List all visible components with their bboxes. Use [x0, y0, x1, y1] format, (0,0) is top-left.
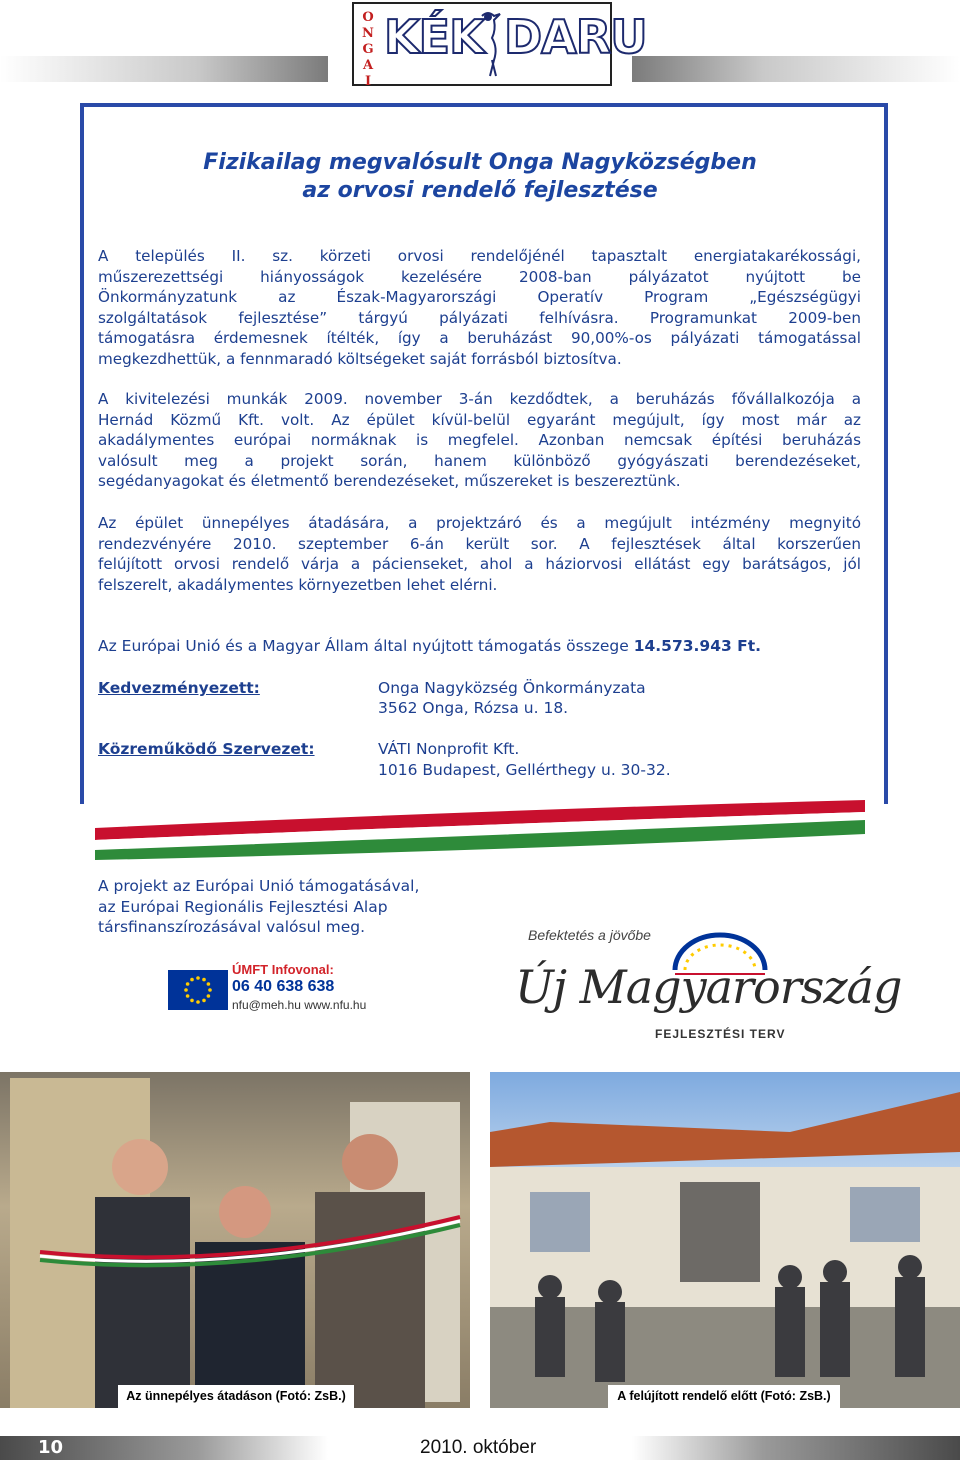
support-amount-line — [98, 637, 761, 655]
photo-renovated-clinic — [490, 1072, 960, 1408]
footer-bar-right — [632, 1436, 960, 1460]
umt-slogan: Befektetés a jövőbe — [528, 927, 651, 943]
paragraph-line: Önkormányzatunk az Észak-Magyarországi Operatív Program „Egészségügyi — [98, 288, 861, 307]
beneficiary-name: Onga Nagyközség Önkormányzata — [378, 679, 646, 697]
beneficiary-address: 3562 Onga, Rózsa u. 18. — [378, 699, 569, 717]
paragraph-3 — [98, 513, 861, 595]
paragraph-line: szolgáltatások fejlesztése” tárgyú pályázati felhívásra. Programunkat 2009-ben — [98, 308, 861, 327]
support-amount: 14.573.943 Ft. — [633, 637, 762, 655]
paragraph-line: valósult meg a projekt során, hanem különböző gyógyászati berendezéseket, — [98, 451, 861, 470]
article-title-line1: Fizikailag megvalósult Onga Nagyközségben — [203, 150, 757, 175]
funding-line-3: társfinanszírozásával valósul meg. — [98, 918, 366, 936]
umft-web: nfu@meh.hu www.nfu.hu — [232, 998, 367, 1012]
crane-bird-icon — [474, 8, 504, 78]
paragraph-line: rendezvényére 2010. szeptember 6-án került sor. A fejlesztések által korszerűen — [98, 534, 861, 553]
photo-ribbon-cutting — [0, 1072, 470, 1408]
paragraph-line: felújított orvosi rendelő várja a pácienseket, ahol a háziorvosi ellátást egy barátságos, jól — [98, 555, 861, 574]
header-bar-right — [632, 56, 960, 82]
funding-line-2: az Európai Regionális Fejlesztési Alap — [98, 898, 388, 916]
logo-daru-text: DARU — [504, 10, 647, 64]
paragraph-line: A település II. sz. körzeti orvosi rendelőjénél tapasztalt energiatakarékossági, — [98, 247, 861, 265]
paragraph-line: támogatásra érdemesnek ítélték, így a beruházást 90,00%-os pályázati támogatással — [98, 329, 861, 348]
funding-line-1: A projekt az Európai Unió támogatásával, — [98, 877, 420, 895]
logo-kek-text: KÉK — [384, 10, 484, 64]
umt-subtitle: FEJLESZTÉSI TERV — [655, 1027, 786, 1041]
paragraph-line: Hernád Közmű Kft. volt. Az épület kívül-belül egyaránt megújult, így most már az — [98, 410, 861, 429]
support-text: Az Európai Unió és a Magyar Állam által nyújtott támogatás összege — [98, 637, 634, 655]
paragraph-line: megkezdhettük, a fennmaradó költségeket saját forrásból biztosítva. — [98, 349, 622, 368]
intermediary-address: 1016 Budapest, Gellérthegy u. 30-32. — [378, 761, 671, 779]
umft-infovonal-title: ÚMFT Infovonal: — [232, 962, 334, 977]
logo-onga-letters: O N G A I — [362, 10, 374, 89]
photo-caption-left: Az ünnepélyes átadáson (Fotó: ZsB.) — [118, 1385, 354, 1408]
page-number: 10 — [38, 1437, 64, 1458]
intermediary-name: VÁTI Nonprofit Kft. — [378, 740, 520, 758]
beneficiary-label: Kedvezményezett: — [98, 679, 260, 697]
hungarian-flag-stripe — [95, 800, 865, 860]
eu-flag-icon — [168, 970, 228, 1010]
umt-title: Új Magyarország — [515, 960, 902, 1014]
paragraph-2 — [98, 389, 861, 492]
paragraph-line: Az épület ünnepélyes átadására, a projektzáró és a megújult intézmény megnyitó — [98, 514, 861, 532]
paragraph-line: segédanyagokat és életmentő berendezéseket, műszereket is beszereztünk. — [98, 472, 681, 491]
paragraph-line: felszerelt, akadálymentes környezetben lehet elérni. — [98, 575, 498, 594]
issue-date: 2010. október — [420, 1437, 537, 1458]
paragraph-1 — [98, 246, 861, 370]
paragraph-line: akadálymentes európai normáknak is megfelel. Azonban nemcsak építési beruházás — [98, 431, 861, 450]
article-title-line2: az orvosi rendelő fejlesztése — [302, 178, 658, 203]
kek-daru-logo — [352, 2, 647, 89]
photo-caption-right: A felújított rendelő előtt (Fotó: ZsB.) — [608, 1385, 840, 1408]
intermediary-label: Közreműködő Szervezet: — [98, 740, 315, 758]
umft-phone: 06 40 638 638 — [232, 978, 335, 995]
paragraph-line: műszerezettségi hiányosságok kezelésére 2008-ban pályázatot nyújtott be — [98, 267, 861, 286]
header-bar-left — [0, 56, 328, 82]
paragraph-line: A kivitelezési munkák 2009. november 3-án kezdődtek, a beruházás fővállalkozója a — [98, 390, 861, 408]
